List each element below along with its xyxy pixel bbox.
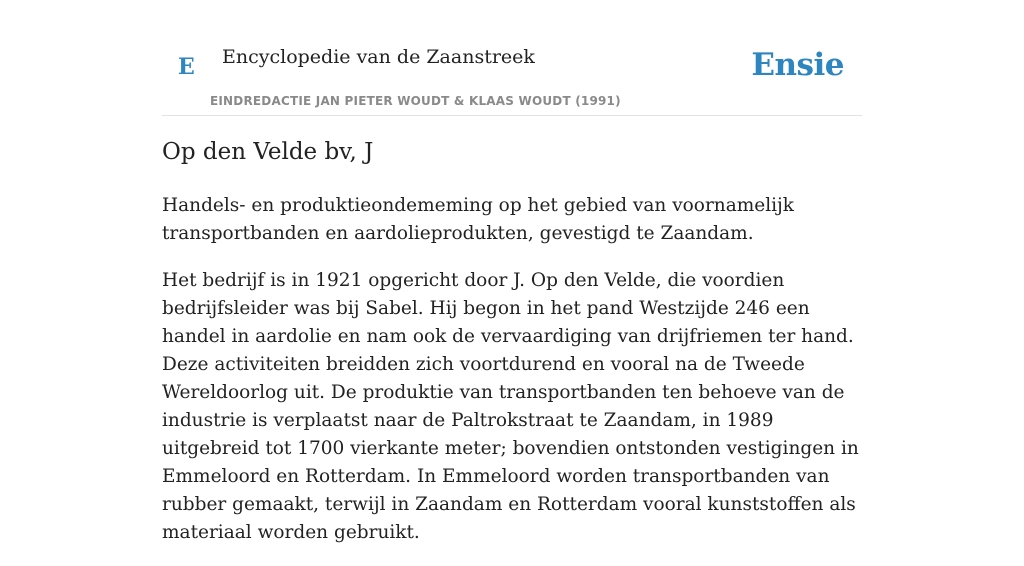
content-container: [162, 0, 862, 543]
entry-paragraph: Handels- en produktieondememing op het gebied van voornamelijk transportbanden en aardolieprodukten, gevestigd te Zaandam.: [162, 195, 794, 244]
book-mark-icon[interactable]: E: [178, 54, 195, 80]
book-editors: EINDREDACTIE JAN PIETER WOUDT & KLAAS WOUDT (1991): [210, 94, 621, 108]
book-header: [162, 0, 862, 116]
book-title-link[interactable]: Encyclopedie van de Zaanstreek: [222, 46, 535, 68]
entry-paragraph: Het bedrijf is in 1921 opgericht door J. Op den Velde, die voordien bedrijfsleider was bij Sabel. Hij begon in het pand Westzijde 246 een handel in aardolie en nam ook de vervaardiging van drijfriemen ter hand. Deze activiteiten breidden zich voortdurend en vooral na de Tweede Wereldoorlog uit. De produktie van transportbanden ten behoeve van de industrie is verplaatst naar de Paltrokstraat te Zaandam, in 1989 uitgebreid tot 1700 vierkante meter; bovendien ontstonden vestigingen in Emmeloord en Rotterdam. In Emmeloord worden transportbanden van rubber gemaakt, terwijl in Zaandam en Rotterdam vooral kunststoffen als materiaal worden gebruikt.: [162, 270, 859, 543]
entry-title: Op den Velde bv, J: [162, 139, 374, 165]
ensie-logo[interactable]: Ensie: [751, 47, 844, 83]
entry-body: [162, 192, 862, 566]
